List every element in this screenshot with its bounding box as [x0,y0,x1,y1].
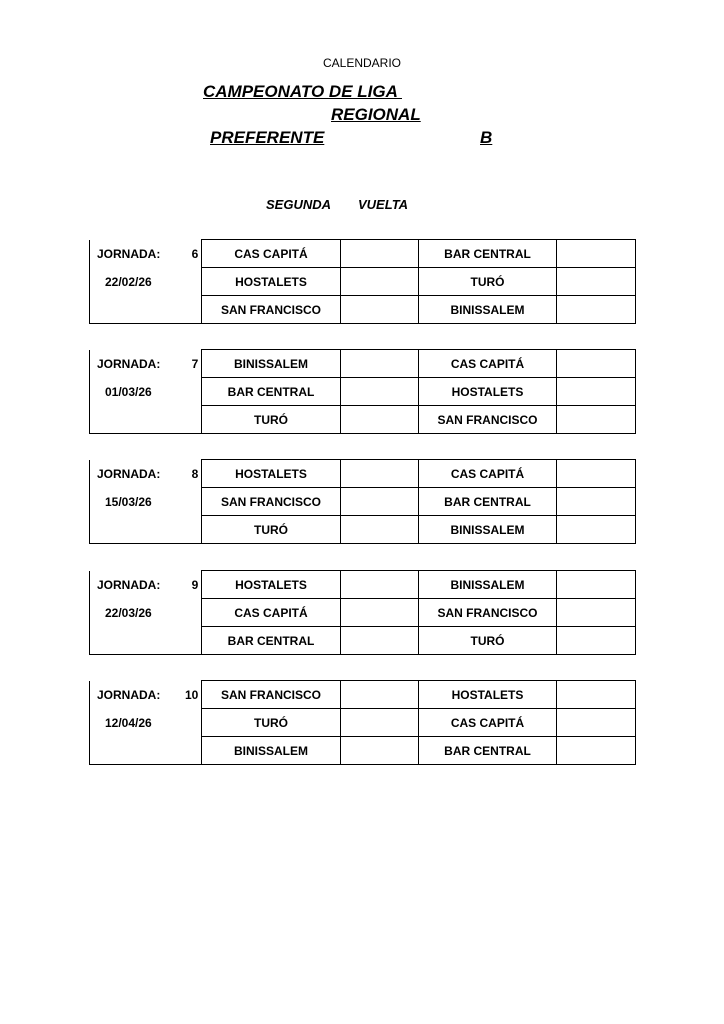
home-score-cell [341,488,419,516]
match-row [90,296,636,324]
home-score-cell [341,296,419,324]
away-score-cell [557,599,636,627]
phase-word-2: VUELTA [358,197,409,212]
away-team: BAR CENTRAL [419,488,557,516]
away-score-cell [557,488,636,516]
jornada-info-cell [90,571,202,599]
jornada-number: 10 [184,687,199,702]
jornada-info-cell [90,378,202,406]
away-score-cell [557,268,636,296]
jornada-label: JORNADA: [97,356,161,371]
away-team: CAS CAPITÁ [419,460,557,488]
home-score-cell [341,737,419,765]
away-score-cell [557,737,636,765]
away-score-cell [557,296,636,324]
away-score-cell [557,350,636,378]
home-team: HOSTALETS [202,571,341,599]
away-score-cell [557,516,636,544]
home-team: BINISSALEM [202,350,341,378]
away-team: HOSTALETS [419,681,557,709]
home-score-cell [341,268,419,296]
match-row [90,240,636,268]
home-score-cell [341,378,419,406]
jornada-info-cell [90,406,202,434]
away-team: TURÓ [419,268,557,296]
jornada-label: JORNADA: [97,687,161,702]
home-score-cell [341,681,419,709]
jornada-info-cell [90,737,202,765]
jornada-info-cell [90,240,202,268]
away-team: HOSTALETS [419,378,557,406]
match-row [90,268,636,296]
home-score-cell [341,627,419,655]
home-team: SAN FRANCISCO [202,488,341,516]
jornada-info-cell [90,296,202,324]
away-score-cell [557,240,636,268]
title-line-2: REGIONAL [331,105,421,124]
home-score-cell [341,350,419,378]
match-row [90,488,636,516]
home-team: CAS CAPITÁ [202,240,341,268]
jornada-info-cell [90,599,202,627]
group-letter: B [480,128,493,147]
jornada-date: 22/02/26 [105,274,152,289]
away-team: CAS CAPITÁ [419,350,557,378]
match-row [90,378,636,406]
away-score-cell [557,406,636,434]
match-row [90,627,636,655]
home-team: HOSTALETS [202,460,341,488]
away-team: SAN FRANCISCO [419,599,557,627]
phase-word-1: SEGUNDA [266,197,332,212]
away-score-cell [557,627,636,655]
jornada-info-cell [90,709,202,737]
home-team: TURÓ [202,709,341,737]
away-team: BINISSALEM [419,516,557,544]
jornada-table [89,349,636,434]
jornada-info-cell [90,627,202,655]
jornada-label: JORNADA: [97,246,161,261]
jornada-label: JORNADA: [97,466,161,481]
home-team: CAS CAPITÁ [202,599,341,627]
jornada-number: 6 [191,246,199,261]
title-line-1: CAMPEONATO DE LIGA [203,82,402,101]
match-row [90,737,636,765]
title-line-3: PREFERENTE [210,128,325,147]
home-score-cell [341,240,419,268]
away-team: CAS CAPITÁ [419,709,557,737]
away-team: TURÓ [419,627,557,655]
away-team: BINISSALEM [419,296,557,324]
jornada-number: 7 [191,356,199,371]
jornada-info-cell [90,681,202,709]
match-row [90,460,636,488]
away-team: BAR CENTRAL [419,737,557,765]
jornada-table [89,680,636,765]
jornada-info-cell [90,516,202,544]
jornada-date: 22/03/26 [105,605,152,620]
jornada-label: JORNADA: [97,577,161,592]
jornada-number: 8 [191,466,199,481]
home-team: BAR CENTRAL [202,378,341,406]
home-team: HOSTALETS [202,268,341,296]
jornada-info-cell [90,460,202,488]
away-score-cell [557,378,636,406]
home-team: SAN FRANCISCO [202,681,341,709]
match-row [90,406,636,434]
jornada-date: 15/03/26 [105,494,152,509]
match-row [90,516,636,544]
jornada-table [89,570,636,655]
jornada-info-cell [90,268,202,296]
away-score-cell [557,681,636,709]
home-score-cell [341,709,419,737]
jornada-table [89,459,636,544]
jornada-date: 01/03/26 [105,384,152,399]
jornada-table [89,239,636,324]
home-team: TURÓ [202,406,341,434]
home-team: SAN FRANCISCO [202,296,341,324]
match-row [90,599,636,627]
away-team: SAN FRANCISCO [419,406,557,434]
away-score-cell [557,709,636,737]
jornada-number: 9 [191,577,199,592]
home-score-cell [341,460,419,488]
jornada-date: 12/04/26 [105,715,152,730]
jornada-info-cell [90,350,202,378]
home-score-cell [341,516,419,544]
match-row [90,709,636,737]
away-team: BAR CENTRAL [419,240,557,268]
match-row [90,571,636,599]
away-score-cell [557,571,636,599]
match-row [90,350,636,378]
home-score-cell [341,599,419,627]
jornada-info-cell [90,488,202,516]
home-team: BAR CENTRAL [202,627,341,655]
home-team: TURÓ [202,516,341,544]
home-score-cell [341,571,419,599]
away-team: BINISSALEM [419,571,557,599]
home-team: BINISSALEM [202,737,341,765]
calendar-label: CALENDARIO [322,56,402,70]
away-score-cell [557,460,636,488]
home-score-cell [341,406,419,434]
match-row [90,681,636,709]
